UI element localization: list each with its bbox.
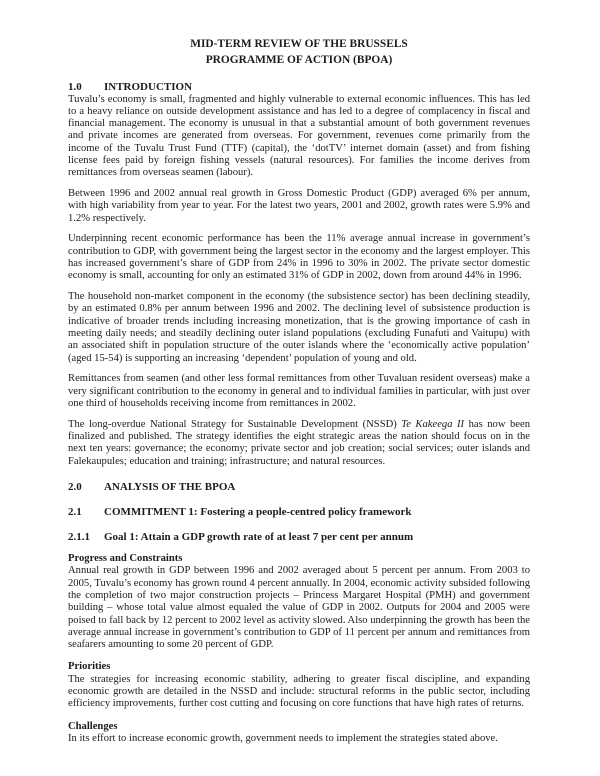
- paragraph-intro-5: Remittances from seamen (and other less formal remittances from other Tuvaluan resident overseas) make a very significant contribution to the economy in general and to individual families in particular, with just over one third of households receiving income from remittances in 2002.: [68, 373, 530, 410]
- section-heading-analysis: [68, 481, 530, 494]
- section-heading-goal-1: [68, 531, 530, 544]
- section-number: 2.0: [68, 480, 82, 493]
- section-heading-text: COMMITMENT 1: Fostering a people-centred policy framework: [104, 505, 412, 518]
- section-heading-text: Goal 1: Attain a GDP growth rate of at least 7 per cent per annum: [104, 530, 414, 543]
- document-title: [68, 37, 530, 68]
- document-title-line-2: PROGRAMME OF ACTION (BPOA): [205, 53, 393, 66]
- paragraph-priorities: The strategies for increasing economic stability, adhering to greater fiscal discipline, and expanding economic growth are detailed in the NSSD and include: structural reforms in the public sector, including efficiency improvements, further cost cutting and focusing on core functions that have high rates of returns.: [68, 673, 530, 710]
- paragraph-text-before-italic: The long-overdue National Strategy for Sustainable Development (NSSD): [68, 418, 402, 430]
- section-number: 2.1: [68, 505, 82, 518]
- paragraph-challenges: In its effort to increase economic growth, government needs to implement the strategies stated above.: [68, 732, 498, 744]
- section-heading-introduction: [68, 81, 530, 94]
- paragraph-text-after-italic: has now been finalized and published. The strategy identifies the eight strategic areas the nation should focus on in the next ten years: governance; the economy; private sector and job creation; social services; outer islands and Falekaupules; education and training; infrastructure; and natural resources.: [68, 418, 530, 467]
- subheading-priorities: Priorities: [68, 661, 111, 673]
- paragraph-intro-3: Underpinning recent economic performance has been the 11% average annual increase in government’s contribution to GDP, with government being the largest sector in the economy and the largest employer. This has increased government’s share of GDP from 24% in 1996 to 30% in 2002. The private sector domestic economy is small, accounting for only an estimated 31% of GDP in 2002, down from around 44% in 1996.: [68, 233, 530, 282]
- paragraph-intro-4: The household non-market component in the economy (the subsistence sector) has been declining steadily, by an estimated 0.8% per annum between 1996 and 2002. The declining level of subsistence production is indicative of broader trends including increasing monetization, that is the growing importance of cash in meeting daily needs; and steadily declining outer island populations (excluding Funafuti and Vaitupu) with an associated shift in population structure of the outer islands where the ‘economically active population’ (aged 15-54) is supporting an increasing ‘dependent’ population of young and old.: [68, 291, 530, 364]
- section-number: 2.1.1: [68, 530, 90, 543]
- paragraph-intro-1: Tuvalu’s economy is small, fragmented and highly vulnerable to external economic influences. This has led to a heavy reliance on outside development assistance and has led to a degree of complacency in fiscal and financial management. The economy is unusual in that a substantial amount of both government revenues and private incomes are generated from overseas. For government, revenues come primarily from the income of the Tuvalu Trust Fund (TTF) (capital), the ‘dotTV’ internet domain (asset) and from fishing license fees paid by foreign fishing vessels (natural resources). For families the income derives from remittances from overseas seamen (labour).: [68, 93, 530, 179]
- paragraph-intro-6: [68, 419, 530, 468]
- section-heading-text: ANALYSIS OF THE BPOA: [104, 480, 236, 493]
- strategy-name-italic: Te Kakeega II: [401, 418, 465, 430]
- subheading-challenges: Challenges: [68, 720, 118, 732]
- section-number: 1.0: [68, 81, 82, 93]
- section-heading-commitment-1: [68, 506, 530, 519]
- paragraph-progress: Annual real growth in GDP between 1996 and 2002 averaged about 5 percent per annum. From 2003 to 2005, Tuvalu’s economy has grown round 4 percent annually. In 2004, economic activity subsided following the completion of two major construction projects – Princess Margaret Hospital (PMH) and government building – whose total value almost equaled the value of GDP in 2002. Outputs for 2004 and 2005 were poised to fall back by 12 percent to 2002 level as activity slowed. Also underpinning the growth has been the average annual increase in government’s contribution to GDP of 11 percent per annum and remittances from seafarers amounting to some 20 percent of GDP.: [68, 565, 530, 651]
- document-title-line-1: MID-TERM REVIEW OF THE BRUSSELS: [190, 38, 408, 50]
- subheading-progress-and-constraints: Progress and Constraints: [68, 553, 183, 565]
- paragraph-intro-2: Between 1996 and 2002 annual real growth in Gross Domestic Product (GDP) averaged 6% per annum, with high variability from year to year. For the latest two years, 2001 and 2002, growth rates were 5.9% and 1.2% respectively.: [68, 188, 530, 224]
- section-heading-text: INTRODUCTION: [104, 81, 193, 93]
